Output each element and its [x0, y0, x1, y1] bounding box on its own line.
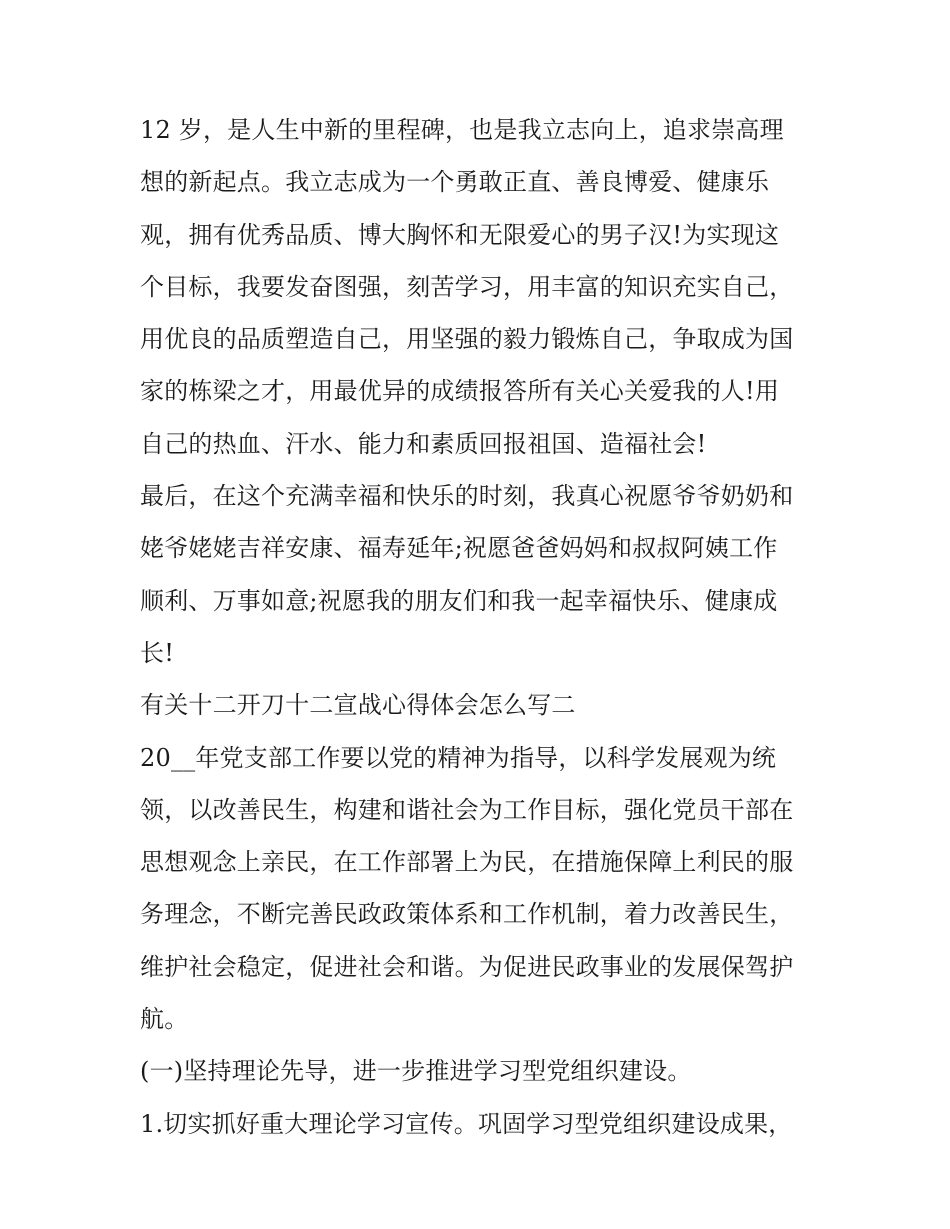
- text-line: 用优良的品质塑造自己，用坚强的毅力锻炼自己，争取成为国: [140, 325, 794, 354]
- text-line: 自己的热血、汗水、能力和素质回报祖国、造福社会!: [140, 429, 707, 458]
- section-heading: 有关十二开刀十二宣战心得体会怎么写二: [140, 691, 576, 720]
- document-body: [140, 104, 820, 1150]
- text-line: 家的栋梁之才，用最优异的成绩报答所有关心关爱我的人!用: [140, 377, 780, 406]
- subsection-heading: (一)坚持理论先导，进一步推进学习型党组织建设。: [140, 1057, 692, 1086]
- text-line: 航。: [140, 1005, 189, 1034]
- text-line: 思想观念上亲民，在工作部署上为民，在措施保障上利民的服: [140, 848, 794, 877]
- text-line: 长!: [140, 638, 175, 667]
- text-line: 20__年党支部工作要以党的精神为指导，以科学发展观为统: [140, 743, 777, 772]
- text-line: 想的新起点。我立志成为一个勇敢正直、善良博爱、健康乐: [140, 168, 770, 197]
- text-line: 观，拥有优秀品质、博大胸怀和无限爱心的男子汉!为实现这: [140, 220, 780, 249]
- text-line: 1.切实抓好重大理论学习宣传。巩固学习型党组织建设成果，: [140, 1109, 793, 1138]
- text-line: 领，以改善民生，构建和谐社会为工作目标，强化党员干部在: [140, 795, 794, 824]
- text-line: 务理念，不断完善民政政策体系和工作机制，着力改善民生，: [140, 900, 794, 929]
- text-line: 最后，在这个充满幸福和快乐的时刻，我真心祝愿爷爷奶奶和: [140, 482, 794, 511]
- text-line: 个目标，我要发奋图强，刻苦学习，用丰富的知识充实自己，: [140, 272, 794, 301]
- text-line: 姥爷姥姥吉祥安康、福寿延年;祝愿爸爸妈妈和叔叔阿姨工作: [140, 534, 778, 563]
- text-line: 12 岁，是人生中新的里程碑，也是我立志向上，追求崇高理: [140, 116, 784, 144]
- text-line: 顺利、万事如意;祝愿我的朋友们和我一起幸福快乐、健康成: [140, 586, 778, 615]
- text-line: 维护社会稳定，促进社会和谐。为促进民政事业的发展保驾护: [140, 952, 794, 981]
